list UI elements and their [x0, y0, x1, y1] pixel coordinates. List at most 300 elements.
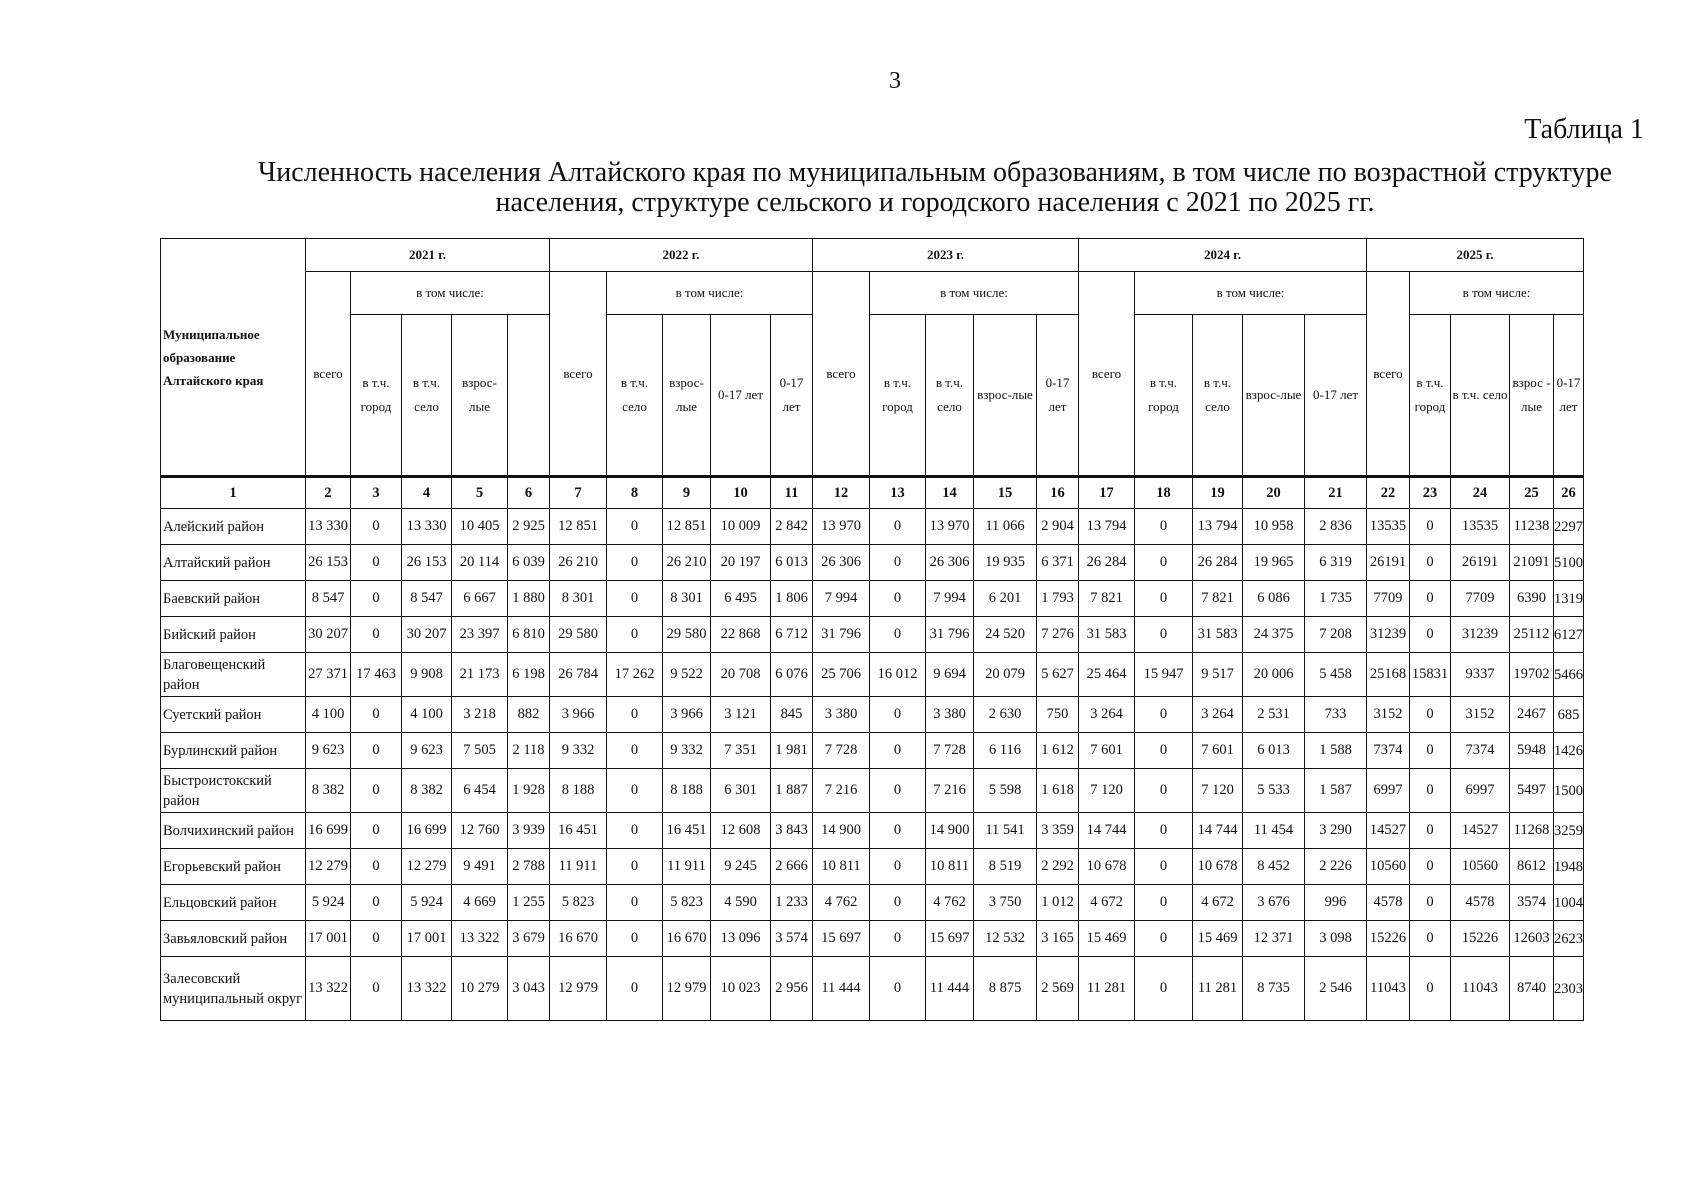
table-cell: 20 197	[711, 545, 771, 581]
table-row	[161, 921, 1584, 957]
table-cell: 4 672	[1193, 885, 1243, 921]
municipality-name: Алтайский район	[161, 545, 306, 581]
table-cell: 4 669	[452, 885, 508, 921]
table-cell: 0	[1410, 509, 1451, 545]
table-cell: 4 762	[813, 885, 870, 921]
column-number-row	[161, 477, 1584, 509]
table-cell: 1004	[1554, 885, 1584, 921]
table-cell: 882	[508, 697, 550, 733]
table-cell: 0	[607, 849, 663, 885]
table-cell: 25168	[1367, 653, 1410, 697]
incl-header-2024: в том числе:	[1135, 272, 1367, 315]
table-cell: 0	[870, 581, 926, 617]
table-row	[161, 545, 1584, 581]
table-cell: 0	[351, 921, 402, 957]
table-cell: 0	[607, 617, 663, 653]
table-cell: 0	[351, 813, 402, 849]
column-number: 24	[1451, 477, 1510, 509]
table-cell: 1319	[1554, 581, 1584, 617]
table-cell: 7 208	[1305, 617, 1367, 653]
table-cell: 5 458	[1305, 653, 1367, 697]
column-number: 10	[711, 477, 771, 509]
table-cell: 4 100	[402, 697, 452, 733]
table-cell: 10 405	[452, 509, 508, 545]
table-cell: 14527	[1451, 813, 1510, 849]
table-cell: 2 836	[1305, 509, 1367, 545]
table-cell: 6 198	[508, 653, 550, 697]
table-row	[161, 885, 1584, 921]
table-cell: 7 994	[926, 581, 974, 617]
table-cell: 0	[351, 545, 402, 581]
table-cell: 11 911	[550, 849, 607, 885]
table-cell: 10560	[1451, 849, 1510, 885]
table-cell: 10 023	[711, 957, 771, 1021]
table-cell: 6 810	[508, 617, 550, 653]
column-number: 3	[351, 477, 402, 509]
table-cell: 7 821	[1193, 581, 1243, 617]
table-cell: 2 666	[771, 849, 813, 885]
table-cell: 25 464	[1079, 653, 1135, 697]
table-cell: 3 966	[663, 697, 711, 733]
table-cell: 11043	[1451, 957, 1510, 1021]
table-row	[161, 697, 1584, 733]
table-cell: 0	[870, 509, 926, 545]
col-header: взрос-лые	[1243, 315, 1305, 477]
table-cell: 10 009	[711, 509, 771, 545]
table-cell: 0	[870, 885, 926, 921]
column-number: 23	[1410, 477, 1451, 509]
table-cell: 2 925	[508, 509, 550, 545]
table-cell: 0	[1135, 733, 1193, 769]
table-body	[161, 477, 1584, 1021]
table-cell: 0	[607, 769, 663, 813]
page-number: 3	[889, 68, 901, 94]
table-cell: 11 911	[663, 849, 711, 885]
table-cell: 2297	[1554, 509, 1584, 545]
table-cell: 1500	[1554, 769, 1584, 813]
table-cell: 26 306	[813, 545, 870, 581]
municipality-name: Егорьевский район	[161, 849, 306, 885]
table-row	[161, 957, 1584, 1021]
table-cell: 2467	[1510, 697, 1554, 733]
table-cell: 0	[1135, 885, 1193, 921]
table-cell: 0	[1410, 697, 1451, 733]
column-number: 22	[1367, 477, 1410, 509]
table-row	[161, 769, 1584, 813]
table-cell: 4578	[1367, 885, 1410, 921]
table-cell: 0	[351, 581, 402, 617]
table-cell: 1 981	[771, 733, 813, 769]
table-cell: 5100	[1554, 545, 1584, 581]
table-cell: 9 522	[663, 653, 711, 697]
table-row	[161, 733, 1584, 769]
table-cell: 2 546	[1305, 957, 1367, 1021]
table-cell: 15226	[1451, 921, 1510, 957]
table-cell: 7 601	[1079, 733, 1135, 769]
table-cell: 11268	[1510, 813, 1554, 849]
incl-header-2021: в том числе:	[351, 272, 550, 315]
table-cell: 0	[1410, 545, 1451, 581]
table-cell: 5497	[1510, 769, 1554, 813]
table-cell: 8 382	[306, 769, 351, 813]
table-cell: 11 444	[926, 957, 974, 1021]
table-cell: 6 712	[771, 617, 813, 653]
table-cell: 0	[1410, 769, 1451, 813]
table-cell: 0	[870, 849, 926, 885]
table-cell: 0	[1410, 813, 1451, 849]
stub-header: Муниципальное образование Алтайского края	[161, 239, 306, 477]
table-cell: 8612	[1510, 849, 1554, 885]
year-2021-header: 2021 г.	[306, 239, 550, 272]
col-header: в т.ч. село	[402, 315, 452, 477]
table-cell: 1 793	[1037, 581, 1079, 617]
table-cell: 13 794	[1193, 509, 1243, 545]
incl-header-2022: в том числе:	[607, 272, 813, 315]
table-cell: 13 794	[1079, 509, 1135, 545]
column-number: 18	[1135, 477, 1193, 509]
table-cell: 8740	[1510, 957, 1554, 1021]
table-cell: 7 216	[813, 769, 870, 813]
table-cell: 2 842	[771, 509, 813, 545]
municipality-name: Завьяловский район	[161, 921, 306, 957]
table-cell: 0	[870, 733, 926, 769]
column-number: 8	[607, 477, 663, 509]
column-number: 6	[508, 477, 550, 509]
table-cell: 0	[870, 545, 926, 581]
table-cell: 19702	[1510, 653, 1554, 697]
table-row	[161, 653, 1584, 697]
column-number: 16	[1037, 477, 1079, 509]
table-cell: 25112	[1510, 617, 1554, 653]
col-header: взрос-лые	[452, 315, 508, 477]
table-cell: 17 001	[402, 921, 452, 957]
table-cell: 6 319	[1305, 545, 1367, 581]
table-cell: 15 469	[1079, 921, 1135, 957]
year-2024-header: 2024 г.	[1079, 239, 1367, 272]
col-total-2024: всего	[1079, 272, 1135, 477]
table-cell: 0	[1410, 733, 1451, 769]
table-cell: 1948	[1554, 849, 1584, 885]
table-cell: 13 330	[402, 509, 452, 545]
table-cell: 0	[1410, 957, 1451, 1021]
table-cell: 16 670	[663, 921, 711, 957]
table-cell: 9337	[1451, 653, 1510, 697]
table-cell: 0	[1135, 957, 1193, 1021]
table-cell: 22 868	[711, 617, 771, 653]
table-cell: 3 290	[1305, 813, 1367, 849]
table-cell: 26191	[1451, 545, 1510, 581]
table-cell: 13535	[1451, 509, 1510, 545]
col-header: взрос-лые	[974, 315, 1037, 477]
table-cell: 9 623	[402, 733, 452, 769]
table-cell: 4 100	[306, 697, 351, 733]
col-header: в т.ч. город	[1135, 315, 1193, 477]
table-cell: 1 233	[771, 885, 813, 921]
table-cell: 31239	[1367, 617, 1410, 653]
table-cell: 8 301	[550, 581, 607, 617]
table-cell: 19 965	[1243, 545, 1305, 581]
table-cell: 0	[1135, 921, 1193, 957]
col-header: в т.ч. село	[1193, 315, 1243, 477]
table-cell: 1 587	[1305, 769, 1367, 813]
table-cell: 7 505	[452, 733, 508, 769]
table-cell: 5 823	[663, 885, 711, 921]
table-cell: 10 811	[926, 849, 974, 885]
table-cell: 2623	[1554, 921, 1584, 957]
table-cell: 10 958	[1243, 509, 1305, 545]
col-header: взрос - лые	[1510, 315, 1554, 477]
table-cell: 26 153	[402, 545, 452, 581]
table-cell: 19 935	[974, 545, 1037, 581]
table-cell: 16 012	[870, 653, 926, 697]
col-header: 0-17 лет	[711, 315, 771, 477]
table-cell: 3152	[1367, 697, 1410, 733]
incl-header-2025: в том числе:	[1410, 272, 1584, 315]
table-cell: 11 444	[813, 957, 870, 1021]
table-cell: 13 096	[711, 921, 771, 957]
col-header: 0-17 лет	[1554, 315, 1584, 477]
table-cell: 0	[607, 545, 663, 581]
municipality-name: Баевский район	[161, 581, 306, 617]
table-cell: 10560	[1367, 849, 1410, 885]
table-cell: 9 491	[452, 849, 508, 885]
table-cell: 8 188	[663, 769, 711, 813]
year-header-row	[161, 239, 1584, 272]
table-cell: 13 322	[402, 957, 452, 1021]
table-cell: 14 900	[813, 813, 870, 849]
table-cell: 0	[351, 885, 402, 921]
title-line-2: населения, структуре сельского и городского населения с 2021 по 2025 гг.	[495, 187, 1375, 218]
table-cell: 8 382	[402, 769, 452, 813]
municipality-name: Быстроистокский район	[161, 769, 306, 813]
table-cell: 0	[607, 813, 663, 849]
table-cell: 2 956	[771, 957, 813, 1021]
municipality-name: Волчихинский район	[161, 813, 306, 849]
table-cell: 4 762	[926, 885, 974, 921]
table-cell: 31 796	[813, 617, 870, 653]
table-row	[161, 849, 1584, 885]
table-cell: 26 284	[1079, 545, 1135, 581]
table-cell: 1 012	[1037, 885, 1079, 921]
table-cell: 7 821	[1079, 581, 1135, 617]
table-cell: 750	[1037, 697, 1079, 733]
table-cell: 0	[870, 813, 926, 849]
table-cell: 20 114	[452, 545, 508, 581]
table-cell: 0	[1410, 617, 1451, 653]
column-number: 15	[974, 477, 1037, 509]
table-cell: 14 744	[1193, 813, 1243, 849]
table-cell: 9 245	[711, 849, 771, 885]
table-cell: 31 796	[926, 617, 974, 653]
table-cell: 17 001	[306, 921, 351, 957]
table-cell: 7 994	[813, 581, 870, 617]
table-cell: 9 332	[550, 733, 607, 769]
table-cell: 6390	[1510, 581, 1554, 617]
table-cell: 0	[607, 921, 663, 957]
title-line-1: Численность населения Алтайского края по муниципальным образованиям, в том числе по возрастной структуре	[258, 157, 1612, 188]
table-cell: 16 699	[402, 813, 452, 849]
table-cell: 15 697	[813, 921, 870, 957]
table-cell: 0	[607, 733, 663, 769]
column-number: 5	[452, 477, 508, 509]
table-cell: 1 618	[1037, 769, 1079, 813]
table-cell: 0	[351, 509, 402, 545]
table-cell: 26 210	[663, 545, 711, 581]
year-2023-header: 2023 г.	[813, 239, 1079, 272]
table-cell: 0	[351, 849, 402, 885]
column-number: 11	[771, 477, 813, 509]
table-cell: 5 924	[402, 885, 452, 921]
table-cell: 21 173	[452, 653, 508, 697]
municipality-name: Благовещенский район	[161, 653, 306, 697]
table-cell: 16 699	[306, 813, 351, 849]
table-row	[161, 813, 1584, 849]
table-cell: 4 672	[1079, 885, 1135, 921]
table-cell: 2 292	[1037, 849, 1079, 885]
column-number: 4	[402, 477, 452, 509]
col-header: 0-17 лет	[1305, 315, 1367, 477]
table-row	[161, 617, 1584, 653]
subheader-row	[161, 272, 1584, 315]
table-cell: 0	[607, 581, 663, 617]
col-header: в т.ч. село	[1451, 315, 1510, 477]
table-cell: 12 279	[402, 849, 452, 885]
col-header: в т.ч. село	[607, 315, 663, 477]
municipality-name: Бурлинский район	[161, 733, 306, 769]
table-cell: 11 281	[1079, 957, 1135, 1021]
table-cell: 6 076	[771, 653, 813, 697]
table-cell: 15226	[1367, 921, 1410, 957]
table-cell: 8 735	[1243, 957, 1305, 1021]
table-cell: 20 079	[974, 653, 1037, 697]
table-cell: 17 262	[607, 653, 663, 697]
table-cell: 10 279	[452, 957, 508, 1021]
table-cell: 0	[351, 957, 402, 1021]
column-number: 26	[1554, 477, 1584, 509]
table-cell: 4 590	[711, 885, 771, 921]
table-cell: 3574	[1510, 885, 1554, 921]
table-cell: 3 218	[452, 697, 508, 733]
table-cell: 7374	[1367, 733, 1410, 769]
table-cell: 3 359	[1037, 813, 1079, 849]
table-cell: 1 735	[1305, 581, 1367, 617]
table-cell: 5466	[1554, 653, 1584, 697]
table-cell: 26 784	[550, 653, 607, 697]
table-cell: 6 454	[452, 769, 508, 813]
column-number: 25	[1510, 477, 1554, 509]
table-cell: 0	[1410, 849, 1451, 885]
table-cell: 685	[1554, 697, 1584, 733]
table-cell: 10 678	[1079, 849, 1135, 885]
table-cell: 2 569	[1037, 957, 1079, 1021]
table-cell: 26 210	[550, 545, 607, 581]
table-cell: 7 728	[926, 733, 974, 769]
table-cell: 14527	[1367, 813, 1410, 849]
table-cell: 3 380	[813, 697, 870, 733]
col-header: в т.ч. город	[351, 315, 402, 477]
col-header: в т.ч. село	[926, 315, 974, 477]
table-cell: 0	[1410, 885, 1451, 921]
table-row	[161, 509, 1584, 545]
table-cell: 31 583	[1079, 617, 1135, 653]
table-cell: 1 255	[508, 885, 550, 921]
table-cell: 3 966	[550, 697, 607, 733]
table-cell: 26191	[1367, 545, 1410, 581]
table-cell: 13 322	[452, 921, 508, 957]
table-cell: 3152	[1451, 697, 1510, 733]
table-cell: 14 900	[926, 813, 974, 849]
table-cell: 1426	[1554, 733, 1584, 769]
table-cell: 13 970	[813, 509, 870, 545]
table-cell: 0	[870, 697, 926, 733]
table-cell: 12 608	[711, 813, 771, 849]
table-cell: 9 517	[1193, 653, 1243, 697]
column-number: 9	[663, 477, 711, 509]
table-cell: 6 301	[711, 769, 771, 813]
table-cell: 21091	[1510, 545, 1554, 581]
table-cell: 0	[1135, 617, 1193, 653]
table-cell: 6 039	[508, 545, 550, 581]
table-cell: 6 495	[711, 581, 771, 617]
table-cell: 11238	[1510, 509, 1554, 545]
table-cell: 0	[351, 697, 402, 733]
table-cell: 6 013	[1243, 733, 1305, 769]
table-cell: 8 452	[1243, 849, 1305, 885]
table-cell: 6 116	[974, 733, 1037, 769]
table-cell: 23 397	[452, 617, 508, 653]
table-cell: 30 207	[306, 617, 351, 653]
table-cell: 996	[1305, 885, 1367, 921]
table-cell: 8 188	[550, 769, 607, 813]
table-cell: 11043	[1367, 957, 1410, 1021]
table-cell: 0	[1135, 545, 1193, 581]
table-cell: 3 939	[508, 813, 550, 849]
column-number: 7	[550, 477, 607, 509]
table-cell: 5 924	[306, 885, 351, 921]
col-total-2022: всего	[550, 272, 607, 477]
col-total-2023: всего	[813, 272, 870, 477]
table-cell: 0	[351, 617, 402, 653]
table-cell: 1 612	[1037, 733, 1079, 769]
table-cell: 12 371	[1243, 921, 1305, 957]
table-cell: 2 226	[1305, 849, 1367, 885]
table-cell: 15 947	[1135, 653, 1193, 697]
table-cell: 12 279	[306, 849, 351, 885]
table-cell: 5 533	[1243, 769, 1305, 813]
table-cell: 13535	[1367, 509, 1410, 545]
table-cell: 1 588	[1305, 733, 1367, 769]
table-cell: 8 547	[306, 581, 351, 617]
table-cell: 3 750	[974, 885, 1037, 921]
table-cell: 31 583	[1193, 617, 1243, 653]
table-cell: 1 928	[508, 769, 550, 813]
table-cell: 17 463	[351, 653, 402, 697]
table-cell: 6997	[1367, 769, 1410, 813]
col-total-2025: всего	[1367, 272, 1410, 477]
table-cell: 0	[1135, 813, 1193, 849]
column-number: 14	[926, 477, 974, 509]
table-cell: 0	[1135, 509, 1193, 545]
table-cell: 24 375	[1243, 617, 1305, 653]
table-cell: 3 574	[771, 921, 813, 957]
population-table	[160, 238, 1584, 1021]
table-cell: 7 216	[926, 769, 974, 813]
municipality-name: Ельцовский район	[161, 885, 306, 921]
table-cell: 3 264	[1079, 697, 1135, 733]
table-cell: 7374	[1451, 733, 1510, 769]
table-cell: 0	[607, 509, 663, 545]
table-cell: 2303	[1554, 957, 1584, 1021]
